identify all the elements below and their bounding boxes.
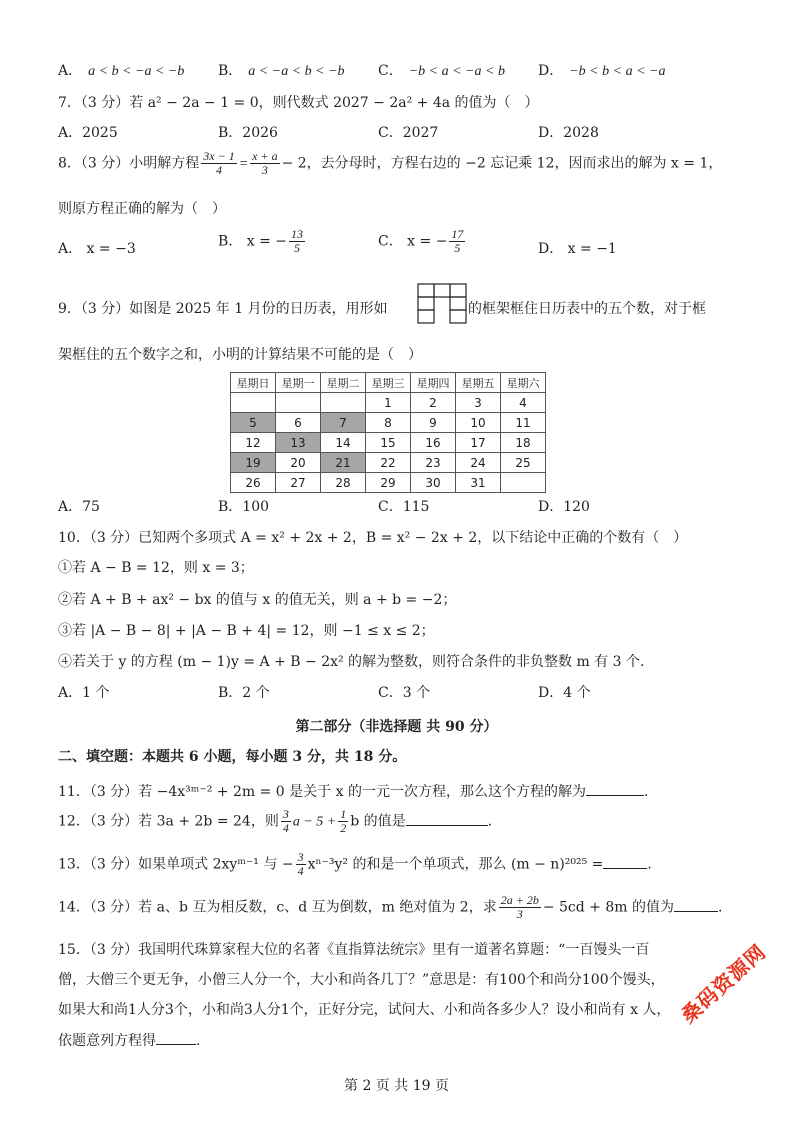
page-footer: 第 2 页 共 19 页 — [344, 1078, 449, 1094]
calendar-cell: 8 — [366, 413, 411, 433]
cross-frame-icon — [416, 282, 468, 328]
q8-stem: 8．（3 分）小明解方程 $\frac{3x - 1}{4}$ = $\frac{x + a}{3}$ − 2，去分母时，方程右边的 −2 忘记乘 12，因而求出的解为 x = 1， — [58, 149, 723, 178]
calendar-cell — [321, 393, 366, 413]
q7-option-b: B．2026 — [218, 125, 278, 141]
q9-stem-post: 的框架框住日历表中的五个数，对于框 — [468, 301, 706, 317]
calendar-row — [231, 453, 546, 473]
calendar-row — [231, 473, 546, 493]
part-two-heading: 第二部分（非选择题 共 90 分） — [295, 719, 498, 735]
calendar-header: 星期四 — [411, 373, 456, 393]
q7-option-d: D．2028 — [538, 125, 599, 141]
calendar-cell: 24 — [456, 453, 501, 473]
calendar-cell: 28 — [321, 473, 366, 493]
q6-option-c: C． −b < a < −a < b — [378, 63, 505, 79]
calendar-table — [230, 372, 546, 493]
calendar-header-row — [231, 373, 546, 393]
answer-blank[interactable] — [156, 1031, 196, 1045]
q10-option-a: A．1 个 — [58, 685, 110, 701]
calendar-cell: 20 — [276, 453, 321, 473]
calendar-row — [231, 393, 546, 413]
q10-statement-2: ②若 A + B + ax² − bx 的值与 x 的值无关，则 a + b = −2； — [58, 592, 457, 608]
q8-option-a: A． x = −3 — [58, 241, 136, 257]
answer-blank[interactable] — [586, 782, 644, 796]
q9-option-b: B．100 — [218, 499, 270, 515]
q11-stem: 11．（3 分）若 −4x³ᵐ⁻² + 2m = 0 是关于 x 的一元一次方程，那么这个方程的解为 . — [58, 784, 649, 800]
calendar-cell: 3 — [456, 393, 501, 413]
calendar-cell: 2 — [411, 393, 456, 413]
calendar-cell — [231, 393, 276, 413]
calendar-cell: 27 — [276, 473, 321, 493]
calendar-cell-highlighted: 5 — [231, 413, 276, 433]
q15-line2: 僧，大僧三个更无争，小僧三人分一个，大小和尚各几丁？”意思是：有100个和尚分100个馒头， — [58, 972, 665, 988]
calendar-cell-highlighted: 13 — [276, 433, 321, 453]
calendar-header: 星期日 — [231, 373, 276, 393]
calendar-cell: 6 — [276, 413, 321, 433]
calendar-cell: 22 — [366, 453, 411, 473]
q10-option-c: C．3 个 — [378, 685, 431, 701]
q10-statement-4: ④若关于 y 的方程 (m − 1)y = A + B − 2x² 的解为整数，则符合条件的非负整数 m 有 3 个. — [58, 654, 645, 670]
calendar-cell: 16 — [411, 433, 456, 453]
calendar-cell-highlighted: 7 — [321, 413, 366, 433]
q10-stem: 10．（3 分）已知两个多项式 A = x² + 2x + 2，B = x² − 2x + 2，以下结论中正确的个数有（ ） — [58, 530, 688, 546]
calendar-header: 星期二 — [321, 373, 366, 393]
calendar-cell: 1 — [366, 393, 411, 413]
q9-stem-pre: 9．（3 分）如图是 2025 年 1 月份的日历表，用形如 — [58, 301, 388, 317]
calendar-cell: 18 — [501, 433, 546, 453]
answer-blank[interactable] — [674, 898, 718, 912]
calendar-cell — [276, 393, 321, 413]
calendar-cell: 15 — [366, 433, 411, 453]
q6-option-d: D． −b < b < a < −a — [538, 63, 666, 79]
q14-stem: 14．（3 分）若 a、b 互为相反数，c、d 互为倒数，m 绝对值为 2，求 $\frac{2a + 2b}{3}$ − 5cd + 8m 的值为 . — [58, 893, 723, 922]
calendar-cell: 25 — [501, 453, 546, 473]
q9-option-c: C．115 — [378, 499, 430, 515]
q9-stem-line2: 架框住的五个数字之和，小明的计算结果不可能的是（ ） — [58, 347, 422, 363]
q8-option-c: C． x = − $\frac{17}{5}$ — [378, 227, 464, 256]
calendar-cell: 17 — [456, 433, 501, 453]
q7-option-c: C．2027 — [378, 125, 439, 141]
q13-stem: 13．（3 分）如果单项式 2xyᵐ⁻¹ 与 − $\frac{3}{4}$ xⁿ⁻³y² 的和是一个单项式，那么 (m − n)²⁰²⁵ = . — [58, 850, 652, 879]
q12-stem: 12．（3 分）若 3a + 2b = 24，则 $\frac{3}{4}$ a − 5 + $\frac{1}{2}$ b 的值是 . — [58, 807, 493, 836]
answer-blank[interactable] — [603, 855, 647, 869]
q15-line3: 如果大和尚1人分3个，小和尚3人分1个，正好分完，试问大、小和尚各多少人？设小和尚有 x 人， — [58, 1002, 671, 1018]
calendar-cell: 11 — [501, 413, 546, 433]
calendar-cell: 30 — [411, 473, 456, 493]
calendar-cell-highlighted: 19 — [231, 453, 276, 473]
q10-statement-1: ①若 A − B = 12，则 x = 3； — [58, 560, 254, 576]
calendar-cell: 12 — [231, 433, 276, 453]
calendar-row — [231, 433, 546, 453]
q10-option-d: D．4 个 — [538, 685, 591, 701]
q9-option-a: A．75 — [58, 499, 100, 515]
q9-option-d: D．120 — [538, 499, 590, 515]
watermark-stamp: 桑码资源网 — [676, 939, 771, 1028]
q15-line1: 15．（3 分）我国明代珠算家程大位的名著《直指算法统宗》里有一道著名算题：“一百馒头一百 — [58, 942, 650, 958]
calendar-cell: 29 — [366, 473, 411, 493]
calendar-cell: 4 — [501, 393, 546, 413]
calendar-cell-highlighted: 21 — [321, 453, 366, 473]
q6-option-b: B． a < −a < b < −b — [218, 63, 345, 79]
calendar-header: 星期一 — [276, 373, 321, 393]
calendar-header: 星期三 — [366, 373, 411, 393]
q7-stem: 7．（3 分）若 a² − 2a − 1 = 0，则代数式 2027 − 2a² + 4a 的值为（ ） — [58, 95, 539, 111]
calendar-cell — [501, 473, 546, 493]
q10-statement-3: ③若 |A − B − 8| + |A − B + 4| = 12，则 −1 ≤ x ≤ 2； — [58, 623, 435, 639]
calendar-row — [231, 413, 546, 433]
q8-option-b: B． x = − $\frac{13}{5}$ — [218, 227, 303, 256]
calendar-cell: 10 — [456, 413, 501, 433]
q8-stem-line2: 则原方程正确的解为（ ） — [58, 201, 226, 217]
calendar-cell: 26 — [231, 473, 276, 493]
calendar-cell: 23 — [411, 453, 456, 473]
calendar-cell: 9 — [411, 413, 456, 433]
answer-blank[interactable] — [406, 812, 488, 826]
q6-option-a: A． a < b < −a < −b — [58, 63, 185, 79]
calendar-header: 星期五 — [456, 373, 501, 393]
q10-option-b: B．2 个 — [218, 685, 270, 701]
calendar-cell: 14 — [321, 433, 366, 453]
q7-option-a: A．2025 — [58, 125, 118, 141]
q8-option-d: D． x = −1 — [538, 241, 617, 257]
q15-line4: 依题意列方程得 . — [58, 1033, 201, 1049]
calendar-header: 星期六 — [501, 373, 546, 393]
section-heading: 二、填空题：本题共 6 小题，每小题 3 分，共 18 分。 — [58, 749, 407, 765]
calendar-cell: 31 — [456, 473, 501, 493]
